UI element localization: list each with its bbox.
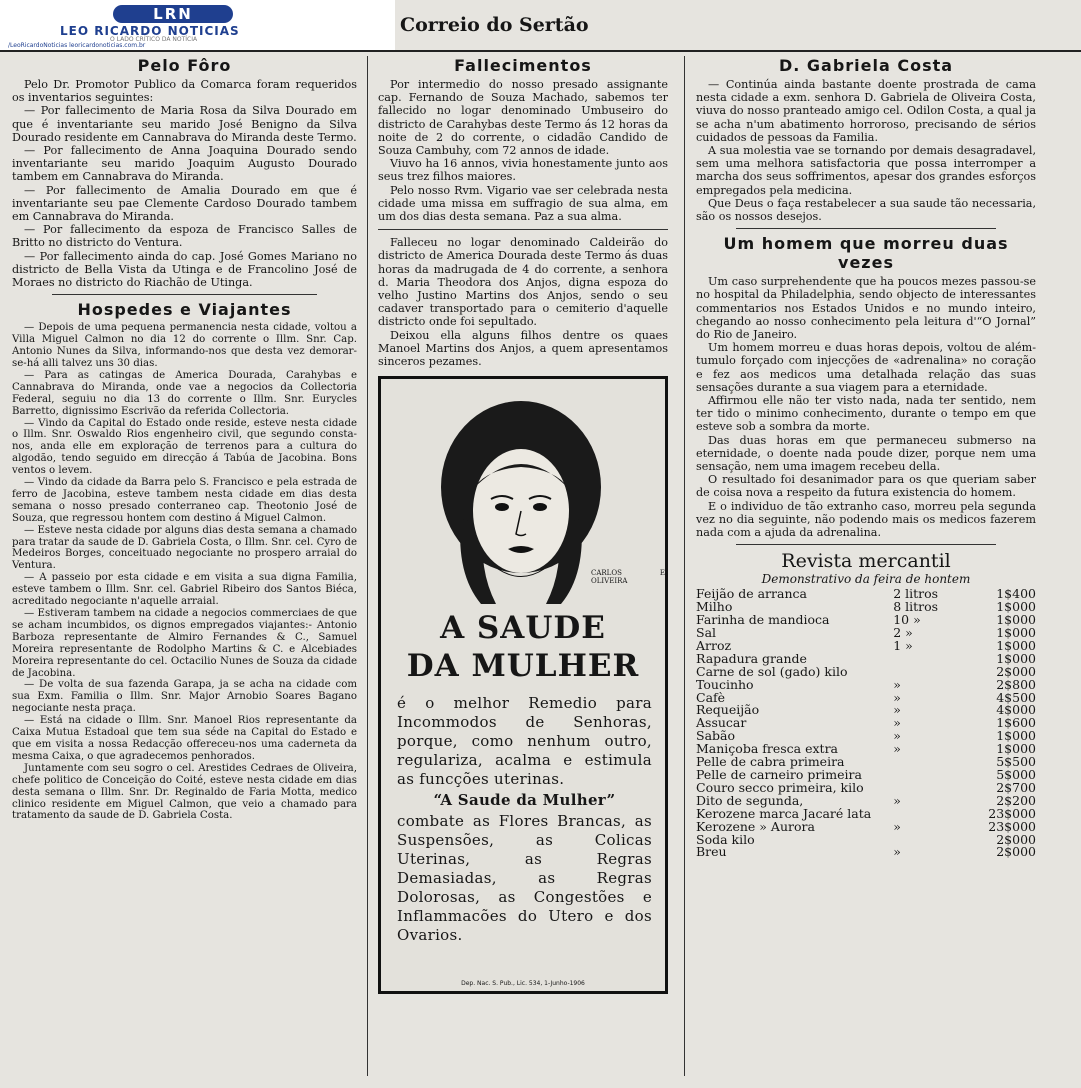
market-q-cell: » (893, 702, 901, 718)
logo-name: LEO RICARDO NOTICIAS (60, 24, 240, 38)
paragraph: — Por fallecimento de Amalia Dourado em que é inventariante seu pae Clemente Cardoso Dourado tambem em Cannabrava do Miranda. (12, 183, 357, 224)
paragraph: — Está na cidade o Illm. Snr. Manoel Rios representante da Caixa Mutua Estadoal que tem sua séde na Capital do Estado e que em visita a nossa Redacção offereceu-nos uma caderneta da mesma Caixa, o que agradecemos penhorados. (12, 715, 357, 762)
column-rule (684, 56, 685, 1076)
market-q-cell: 10 » (893, 612, 921, 628)
paragraph: Por intermedio do nosso presado assignante cap. Fernando de Souza Machado, sabemos ter fallecido no logar denominado Umbuseiro do districto de Carahybas deste Termo ás 12 horas da noite de 2 do corrente, o cidadão Candido de Souza Cambuhy, com 72 annos de idade. (378, 78, 668, 158)
market-price-table (696, 588, 1036, 859)
paragraph: O resultado foi desanimador para os que queriam saber de coisa nova a respeito da futura existencia do homem. (696, 473, 1036, 500)
hospedes-text (12, 322, 357, 822)
heading-hospedes: Hospedes e Viajantes (77, 300, 292, 320)
heading-fallecimentos: Fallecimentos (454, 56, 592, 75)
paragraph: — Depois de uma pequena permanencia nesta cidade, voltou a Villa Miguel Calmon no dia 12 do corrente o Illm. Snr. Cap. Antonio Nunes da Silva, informando-nos que desta vez demorar-se-há alli talvez uns 30 dias. (12, 322, 357, 369)
market-item-cell: Assucar (696, 715, 747, 731)
paragraph: A sua molestia vae se tornando por demais desagradavel, sem uma melhora satisfactoria que possa interromper a marcha dos seus soffrimentos, apesar dos grandes esforços empregados pela medicina. (696, 144, 1036, 197)
market-p-cell: 5$000 (996, 766, 1036, 782)
homem-text (696, 275, 1036, 539)
market-p-cell: 2$000 (996, 844, 1036, 860)
paragraph: Pelo Dr. Promotor Publico da Comarca foram requeridos os inventarios seguintes: (12, 78, 357, 105)
market-p-cell: 4$500 (996, 689, 1036, 705)
paragraph: — Por fallecimento da espoza de Francisco Salles de Britto no districto do Ventura. (12, 223, 357, 250)
market-p-cell: 1$400 (996, 586, 1036, 602)
pelo-foro-text (12, 78, 357, 289)
logo-social: /LeoRicardoNoticias leoricardonoticias.com.br (8, 42, 146, 49)
site-logo (0, 0, 395, 50)
market-p-cell: 1$000 (996, 637, 1036, 653)
column-rule (367, 56, 368, 1076)
paragraph: Um homem morreu e duas horas depois, voltou de além-tumulo forçado com injecções de «adrenalina» no coração e fez aos medicos uma detalhada relação das suas sensações durante a sua viagem para a eternidade. (696, 341, 1036, 394)
table-row (696, 846, 1036, 859)
ad-body (397, 694, 652, 947)
table-row (696, 717, 1036, 730)
fallecimentos-text (378, 78, 668, 223)
table-row (696, 627, 1036, 640)
market-p-cell: 2$000 (996, 831, 1036, 847)
paragraph: — Por fallecimento de Maria Rosa da Silva Dourado em que é inventariante seu marido José Benigno da Silva Dourado residente em Cannabrava do Miranda deste Termo. (12, 104, 357, 144)
market-p-cell: 1$000 (996, 728, 1036, 744)
heading-revista-mercantil: Revista mercantil (781, 550, 951, 573)
market-item-cell: Sal (696, 625, 717, 641)
paragraph: — Esteve nesta cidade por alguns dias desta semana a chamado para tratar da saude de D. Gabriela Costa, o Illm. Snr. cel. Cyro de Medeiros Borges, conceituado negociante no prospero arraial do Ventura. (12, 524, 357, 572)
paragraph: Affirmou elle não ter visto nada, nada ter sentido, nem ter tido o minimo conhecimento, durante o tempo em que esteve sob a sombra da morte. (696, 394, 1036, 434)
market-item-cell: Dito de segunda, (696, 792, 804, 808)
advertisement-saude-da-mulher (378, 376, 668, 994)
heading-homem: Um homem que morreu duas vezes (723, 234, 1009, 273)
market-q-cell (893, 769, 968, 782)
separator (378, 229, 668, 230)
table-row (696, 679, 1036, 692)
market-p-cell: 1$000 (996, 599, 1036, 615)
market-p-cell: 1$600 (996, 715, 1036, 731)
market-item-cell: Rapadura grande (696, 650, 807, 666)
market-q-cell (893, 666, 968, 679)
market-item-cell: Maniçoba fresca extra (696, 741, 838, 757)
paragraph: — Para as catingas de America Dourada, Carahybas e Cannabrava do Miranda, onde vae a negocios da Collectoria Federal, seguiu no dia 13 do corrente o Illm. Snr. Eurycles Barretto, dignissimo Escrivão da referida Collectoria. (12, 369, 357, 417)
paragraph: — Vindo da Capital do Estado onde reside, esteve nesta cidade o Illm. Snr. Oswaldo Rios engenheiro civil, que segundo consta-nos, anda elle em exploração de terrenos para a cultura do algodão, tendo seguido em direcção á Tabúa de Jacobina. Bons ventos o levem. (12, 417, 357, 477)
heading-pelo-foro: Pelo Fôro (137, 56, 232, 75)
column-left (12, 56, 357, 822)
market-q-cell (893, 782, 968, 795)
logo-badge: LRN (113, 5, 233, 23)
logo-tagline: O LADO CRÍTICO DA NOTÍCIA (110, 36, 198, 43)
paragraph: — Por fallecimento ainda do cap. José Gomes Mariano no districto de Bella Vista da Utinga e de Francolino José de Moraes no districto do Riachão de Utinga. (12, 249, 357, 290)
column-right (696, 56, 1036, 859)
paragraph: Deixou ella alguns filhos dentre os quaes Manoel Martins dos Anjos, a quem apresentamos sinceros pezames. (378, 328, 668, 369)
market-item-cell: Couro secco primeira, kilo (696, 779, 864, 795)
market-item-cell: Pelle de carneiro primeira (696, 766, 862, 782)
market-q-cell (893, 756, 968, 769)
market-p-cell: 1$000 (996, 625, 1036, 641)
market-q-cell: » (893, 676, 901, 692)
revista-subtitle: Demonstrativo da feira de hontem (761, 572, 971, 587)
market-p-cell: 4$000 (996, 702, 1036, 718)
market-q-cell: » (893, 728, 901, 744)
ad-fine-print: Dep. Nac. S. Pub., Lic. 534, 1-Junho-1906 (461, 980, 585, 988)
paragraph: — A passeio por esta cidade e em visita a sua digna Familia, esteve tambem o Illm. Snr. cel. Gabriel Ribeiro dos Santos Biéca, acreditado negociante n'aquelle arraial. (12, 572, 357, 608)
heading-gabriela: D. Gabriela Costa (778, 56, 954, 75)
masthead: Correio do Sertão (400, 14, 589, 36)
paragraph: Juntamente com seu sogro o cel. Arestides Cedraes de Oliveira, chefe politico de Conceição do Coité, esteve nesta cidade em dias desta semana o Illm. Snr. Dr. Reginaldo de Faria Motta, medico clinico residente em Miguel Calmon, que veio a chamado para tratamento da saude de D. Gabriela Costa. (12, 762, 357, 822)
paragraph: Pelo nosso Rvm. Vigario vae ser celebrada nesta cidade uma missa em suffragio de sua alma, em um dos dias desta semana. Paz a sua alma. (378, 183, 668, 224)
market-p-cell: 1$000 (996, 612, 1036, 628)
market-p-cell: 1$000 (996, 741, 1036, 757)
table-row (696, 614, 1036, 627)
market-p-cell: 2$700 (996, 779, 1036, 795)
market-item-cell: Soda kilo (696, 831, 755, 847)
market-item-cell: Milho (696, 599, 733, 615)
gabriela-text (696, 78, 1036, 223)
market-p-cell: 23$000 (988, 805, 1036, 821)
falleceu-text (378, 236, 668, 368)
market-item-cell: Feijão de arranca (696, 586, 807, 602)
ad-paragraph: combate as Flores Brancas, as Suspensões, as Colicas Uterinas, as Regras Demasiadas, as Regras Dolorosas, as Congestões e Inflammacões do Utero e dos Ovarios. (397, 812, 652, 945)
market-item-cell: Cafè (696, 689, 726, 705)
market-q-cell: 2 » (893, 625, 913, 641)
separator (736, 228, 996, 229)
market-q-cell: » (893, 818, 901, 834)
column-middle (378, 56, 668, 994)
market-q-cell (893, 653, 968, 666)
market-item-cell: Kerozene marca Jacaré lata (696, 805, 872, 821)
market-p-cell: 5$500 (996, 754, 1036, 770)
market-q-cell: 8 litros (893, 599, 939, 615)
paragraph: — De volta de sua fazenda Garapa, ja se acha na cidade com sua Exm. Familia o Illm. Snr. Major Arnobio Soares Bagano negociante nesta praça. (12, 679, 357, 715)
ad-paragraph: é o melhor Remedio para Incommodos de Senhoras, porque, como nenhum outro, regulariza, acalma e estimula as funcções uterinas. (397, 694, 652, 789)
ad-title-line2: DA MULHER (406, 648, 640, 685)
market-table-body (696, 588, 1036, 859)
market-item-cell: Requeijão (696, 702, 760, 718)
market-q-cell: » (893, 689, 901, 705)
market-item-cell: Sabão (696, 728, 735, 744)
market-p-cell: 2$800 (996, 676, 1036, 692)
market-item-cell: Toucinho (696, 676, 754, 692)
paragraph: E o individuo de tão extranho caso, morreu pela segunda vez no dia seguinte, não podendo mais os medicos fazerem nada com a ajuda da adrenalina. (696, 499, 1036, 540)
paragraph: Viuvo ha 16 annos, vivia honestamente junto aos seus trez filhos maiores. (378, 157, 668, 184)
market-item-cell: Farinha de mandioca (696, 612, 830, 628)
paragraph: Falleceu no logar denominado Caldeirão do districto de America Dourada deste Termo ás duas horas da madrugada de 4 do corrente, a senhora d. Maria Theodora dos Anjos, digna espoza do velho Justino Martins dos Anjos, sendo o seu cadaver transportado para o cemiterio d'aquelle districto onde foi sepultado. (378, 236, 668, 329)
market-p-cell: 23$000 (988, 818, 1036, 834)
paragraph: — Vindo da cidade da Barra pelo S. Francisco e pela estrada de ferro de Jacobina, esteve tambem nesta cidade em dias desta semana o nosso presado conterraneo cap. Theotonio José de Souza, que regressou hontem com destino á Miguel Calmon. (12, 477, 357, 524)
market-q-cell: 1 » (893, 637, 913, 653)
ad-quote-title: “A Saude da Mulher” (433, 791, 616, 810)
market-q-cell: » (893, 844, 901, 860)
paragraph: — Estiveram tambem na cidade a negocios commerciaes de que se acham incumbidos, os dignos empregados viajantes:- Antonio Barboza representante de Almiro Fernandes & C., Samuel Moreira representante de Rodolpho Martins & C. e Alcebiades Moreira representante do cel. Octacilio Nunes de Souza da cidade de Jacobina. (12, 608, 357, 679)
market-q-cell: » (893, 715, 901, 731)
paragraph: Um caso surprehendente que ha poucos mezes passou-se no hospital da Philadelphia, sendo objecto de interessantes commentarios nos Estados Unidos e no mundo inteiro, chegando ao nosso conhecimento pela leitura d'“O Jornal” do Rio de Janeiro. (696, 275, 1036, 342)
table-row (696, 704, 1036, 717)
paragraph: Das duas horas em que permaneceu submerso na eternidade, o doente nada poude dizer, porque nem uma sensação, nem uma imagem recebeu della. (696, 433, 1036, 474)
market-item-cell: Kerozene » Aurora (696, 818, 815, 834)
market-item-cell: Carne de sol (gado) kilo (696, 663, 848, 679)
woman-face-illustration (436, 399, 606, 604)
ad-title-line1: A SAUDE (440, 610, 606, 647)
market-item-cell: Arroz (696, 637, 732, 653)
table-row (696, 834, 1036, 847)
market-q-cell: 2 litros (893, 586, 939, 602)
paragraph: — Por fallecimento de Anna Joaquina Dourado sendo inventariante seu marido Joaquim Augusto Dourado tambem em Cannabrava do Miranda. (12, 144, 357, 184)
market-p-cell: 2$200 (996, 792, 1036, 808)
market-q-cell: » (893, 741, 901, 757)
market-item-cell: Pelle de cabra primeira (696, 754, 845, 770)
market-q-cell (893, 808, 968, 821)
top-rule (0, 50, 1081, 52)
paragraph: Que Deus o faça restabelecer a sua saude tão necessaria, são os nossos desejos. (696, 196, 1036, 224)
market-q-cell (893, 834, 968, 847)
artist-signature: CARLOS E OLIVEIRA (591, 569, 665, 586)
market-q-cell: » (893, 792, 901, 808)
market-p-cell: 1$000 (996, 650, 1036, 666)
separator (736, 544, 996, 545)
market-p-cell: 2$000 (996, 663, 1036, 679)
paragraph: — Continúa ainda bastante doente prostrada de cama nesta cidade a exm. senhora D. Gabriela de Oliveira Costa, viuva do nosso pranteado amigo cel. Odilon Costa, a qual ja se acha n'um abatimento horroroso, precisando de sérios cuidados de pessoas da Familia. (696, 78, 1036, 144)
separator (52, 294, 317, 295)
market-item-cell: Breu (696, 844, 727, 860)
ad-title (381, 609, 665, 685)
table-row (696, 588, 1036, 601)
